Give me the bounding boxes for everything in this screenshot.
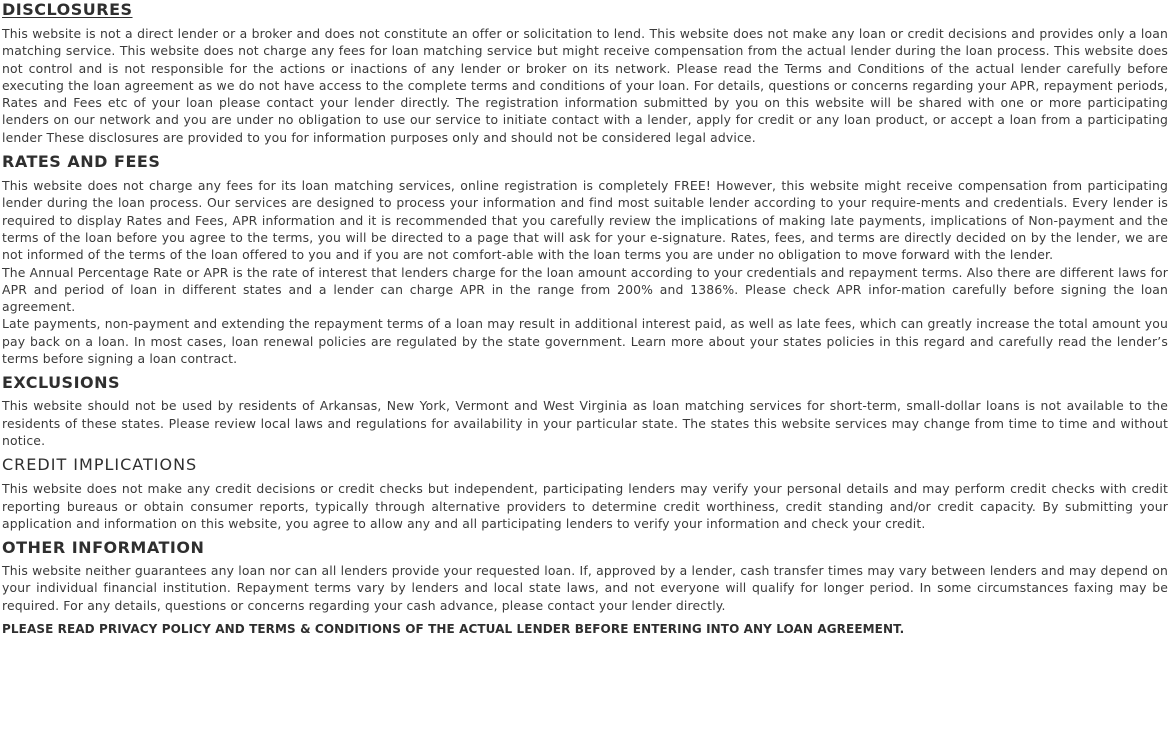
rates-paragraph-1: This website does not charge any fees for its loan matching services, online registration is completely FREE! However, this website might receive compensation from participating lender during the loan process. Our services are designed to process your information and find most suitable lender according to your require-ments and credentials. Every lender is required to display Rates and Fees, APR information and it is recommended that you carefully review the implications of making late payments, implications of Non-payment and the terms of the loan before you agree to the terms, you will be directed to a page that will ask for your e-signature. Rates, fees, and terms are directly decided on by the lender, we are not informed of the terms of the loan offered to you and if you are not comfort-able with the loan terms you are under no obligation to move forward with the lender. bbox=[2, 178, 1168, 263]
exclusions-heading: EXCLUSIONS bbox=[2, 373, 121, 393]
disclosures-heading: DISCLOSURES bbox=[2, 0, 133, 19]
disclosures-text: This website is not a direct lender or a broker and does not constitute an offer or solicitation to lend. This website does not make any loan or credit decisions and provides only a loan matching service. This website does not charge any fees for loan matching service but might receive compensation from the actual lender during the loan process. This website does not control and is not responsible for the actions or inactions of any lender or broker on its network. Please read the Terms and Conditions of the actual lender carefully before executing the loan agreement as we do not have access to the complete terms and conditions of your loan. For details, questions or concerns regarding your APR, repayment periods, Rates and Fees etc of your loan please contact your lender directly. The registration information submitted by you on this website will be shared with one or more participating lenders on our network and you are under no obligation to use our service to initiate contact with a lender, apply for credit or any loan product, or accept a loan from a participating lender These disclosures are provided to you for information purposes only and should not be considered legal advice. bbox=[2, 26, 1168, 145]
credit-implications-text: This website does not make any credit decisions or credit checks but independent, participating lenders may verify your personal details and may perform credit checks with credit reporting bureaus or obtain consumer reports, typically through alternative providers to determine credit worthiness, credit standing and/or credit capacity. By submitting your application and information on this website, you agree to allow any and all participating lenders to verify your information and check your credit. bbox=[2, 481, 1168, 531]
credit-implications-heading: CREDIT IMPLICATIONS bbox=[2, 455, 198, 475]
rates-and-fees-section bbox=[2, 152, 1168, 367]
exclusions-text: This website should not be used by residents of Arkansas, New York, Vermont and West Virginia as loan matching services for short-term, small-dollar loans is not available to the residents of these states. Please review local laws and regulations for availability in your particular state. The states this website services may change from time to time and without notice. bbox=[2, 398, 1168, 448]
disclosures-page bbox=[2, 0, 1168, 636]
exclusions-section bbox=[2, 373, 1168, 449]
disclosures-section bbox=[2, 0, 1168, 146]
rates-and-fees-heading: RATES AND FEES bbox=[2, 152, 161, 172]
final-notice: PLEASE READ PRIVACY POLICY AND TERMS & CONDITIONS OF THE ACTUAL LENDER BEFORE ENTERING INTO ANY LOAN AGREEMENT. bbox=[2, 622, 905, 637]
other-information-heading: OTHER INFORMATION bbox=[2, 538, 205, 558]
rates-paragraph-3: Late payments, non-payment and extending the repayment terms of a loan may result in additional interest paid, as well as late fees, which can greatly increase the total amount you pay back on a loan. In most cases, loan renewal policies are regulated by the state government. Learn more about your states policies in this regard and carefully read the lender’s terms before signing a loan contract. bbox=[2, 316, 1168, 367]
other-information-text: This website neither guarantees any loan nor can all lenders provide your requested loan. If, approved by a lender, cash transfer times may vary between lenders and may depend on your individual financial institution. Repayment terms vary by lenders and local state laws, and not everyone will qualify for longer period. In some circumstances faxing may be required. For any details, questions or concerns regarding your cash advance, please contact your lender directly. bbox=[2, 563, 1168, 613]
other-information-section bbox=[2, 538, 1168, 614]
credit-implications-section bbox=[2, 455, 1168, 532]
rates-paragraph-2: The Annual Percentage Rate or APR is the rate of interest that lenders charge for the loan amount according to your credentials and repayment terms. Also there are different laws for APR and period of loan in different states and a lender can charge APR in the range from 200% and 1386%. Please check APR infor-mation carefully before signing the loan agreement. bbox=[2, 264, 1168, 315]
